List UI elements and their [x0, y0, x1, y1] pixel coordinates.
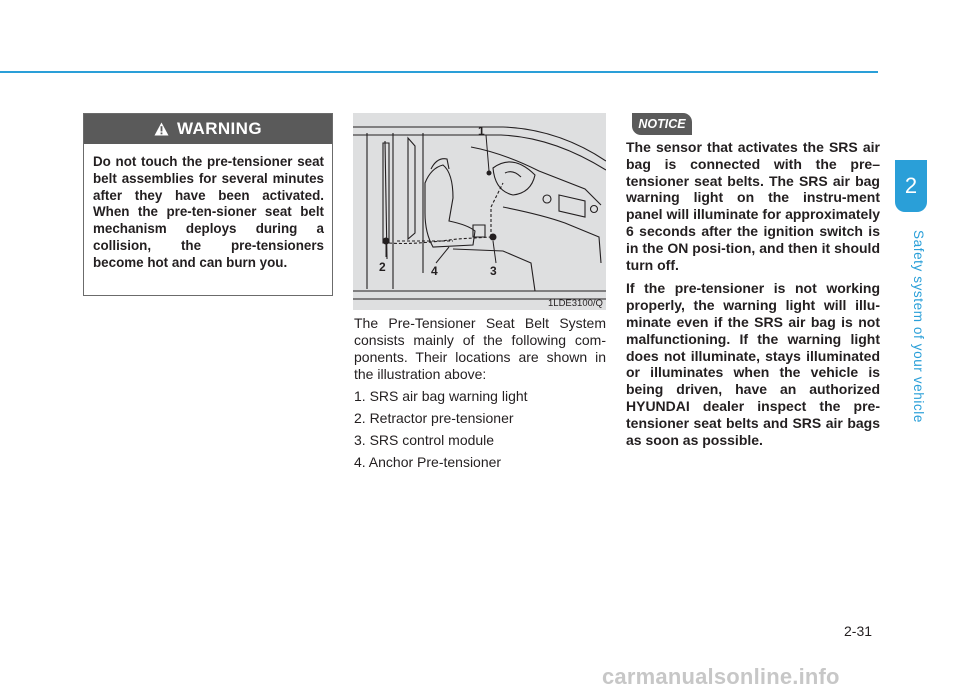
component-item: 2. Retractor pre-tensioner — [354, 410, 514, 426]
car-interior-drawing — [353, 113, 606, 310]
notice-paragraph: The sensor that activates the SRS air bag is connected with the pre–tensioner seat belts. The SRS air bag warning light on the instru-ment panel will illuminate for approximately 6 seconds after the ignition switch is in the ON posi-tion, and then it should turn off. — [626, 139, 880, 273]
warning-text: Do not touch the pre-tensioner seat belt assemblies for several minutes after they have been activated. When the pre-ten-sioner seat belt mechanism deploys during a collision, the pre-tensioners become hot and can burn you. — [93, 154, 324, 270]
warning-triangle-icon — [154, 122, 169, 136]
callout-3: 3 — [490, 264, 497, 278]
warning-title: WARNING — [177, 119, 262, 138]
component-item: 4. Anchor Pre-tensioner — [354, 454, 502, 470]
chapter-tab — [895, 160, 927, 212]
watermark: carmanualsonline.info — [602, 664, 840, 689]
callout-2: 2 — [379, 260, 386, 274]
warning-header — [84, 114, 332, 144]
notice-paragraph: If the pre-tensioner is not working properly, the warning light will illu-minate even if the SRS air bag is not malfunctioning. If the warning light does not illuminate, stays illuminated or illuminates when the vehicle is being driven, have an authorized HYUNDAI dealer inspect the pre-tensioner seat belts and SRS air bags as soon as possible. — [626, 280, 880, 448]
intro-text: The Pre-Tensioner Seat Belt System consists mainly of the following com-ponents. Their locations are shown in the illustration above: — [354, 315, 606, 382]
callout-1: 1 — [478, 124, 485, 138]
page-number: 2-31 — [844, 623, 873, 639]
component-item: 3. SRS control module — [354, 432, 495, 448]
notice-section — [626, 139, 880, 455]
component-item: 1. SRS air bag warning light — [354, 388, 528, 404]
callout-4: 4 — [431, 264, 438, 278]
warning-box — [83, 113, 333, 296]
components-section — [354, 315, 606, 475]
seatbelt-pretensioner-illustration — [353, 113, 606, 310]
chapter-number: 2 — [904, 173, 918, 198]
chapter-title: Safety system of your vehicle — [911, 230, 926, 423]
notice-badge: NOTICE — [632, 113, 692, 135]
figure-code: 1LDE3100/Q — [548, 298, 603, 309]
top-divider — [0, 71, 878, 73]
